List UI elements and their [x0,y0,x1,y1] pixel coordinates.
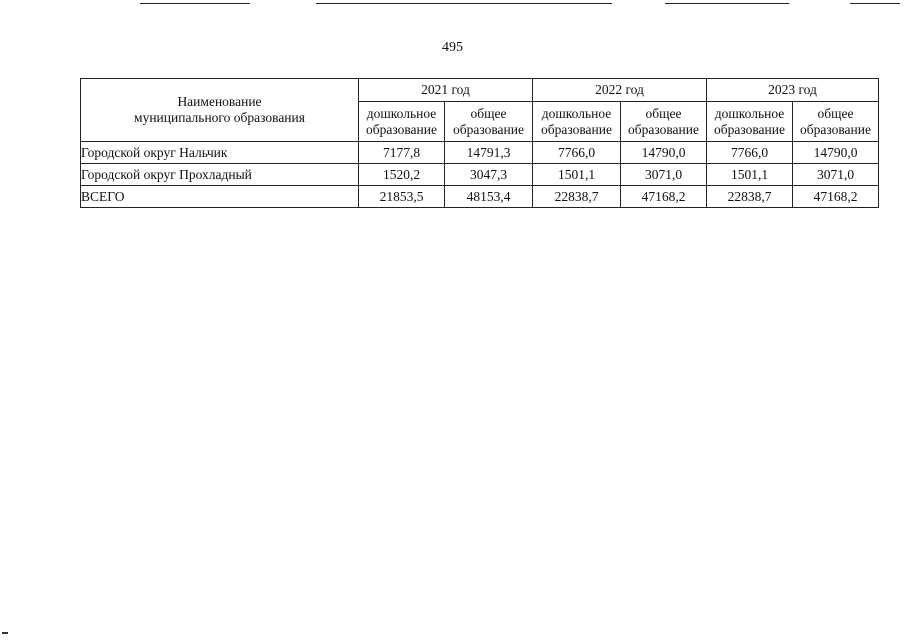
budget-table [80,78,879,208]
header-line: образование [714,121,785,137]
header-line: дошкольное [541,105,612,121]
scan-edge-line [316,3,612,4]
table-row [81,142,879,164]
page-number: 495 [442,40,463,55]
year-header-row [81,79,879,102]
table-row [81,164,879,186]
preschool-header [533,102,621,142]
value-cell: 3071,0 [621,164,707,186]
table-row-total [81,186,879,208]
header-line: образование [628,121,699,137]
year-header-2022: 2022 год [533,79,707,102]
header-line: образование [366,121,437,137]
municipality-name: Городской округ Нальчик [81,142,359,164]
value-cell: 14790,0 [793,142,879,164]
value-cell: 3071,0 [793,164,879,186]
general-header [445,102,533,142]
value-cell: 7766,0 [707,142,793,164]
scan-edge-line [140,3,250,4]
value-cell: 7177,8 [359,142,445,164]
header-line: образование [453,121,524,137]
preschool-header [707,102,793,142]
header-line: муниципального образования [134,110,305,125]
value-cell: 47168,2 [621,186,707,208]
preschool-header [359,102,445,142]
value-cell: 14790,0 [621,142,707,164]
total-label: ВСЕГО [81,186,359,208]
year-header-2023: 2023 год [707,79,879,102]
value-cell: 1501,1 [533,164,621,186]
municipality-name: Городской округ Прохладный [81,164,359,186]
year-header-2021: 2021 год [359,79,533,102]
scan-edge-line [665,3,789,4]
general-header [793,102,879,142]
general-header [621,102,707,142]
value-cell: 21853,5 [359,186,445,208]
value-cell: 22838,7 [533,186,621,208]
header-line: образование [541,121,612,137]
header-line: общее [645,105,682,121]
scan-edge-mark [2,632,8,634]
value-cell: 47168,2 [793,186,879,208]
header-line: Наименование [177,94,262,109]
value-cell: 14791,3 [445,142,533,164]
municipality-column-header [81,79,359,142]
header-line: дошкольное [366,105,437,121]
header-line: общее [817,105,854,121]
scan-edge-line [850,3,900,4]
header-line: образование [800,121,871,137]
value-cell: 48153,4 [445,186,533,208]
header-line: дошкольное [714,105,785,121]
header-line: общее [470,105,507,121]
value-cell: 1501,1 [707,164,793,186]
value-cell: 3047,3 [445,164,533,186]
value-cell: 7766,0 [533,142,621,164]
value-cell: 22838,7 [707,186,793,208]
value-cell: 1520,2 [359,164,445,186]
